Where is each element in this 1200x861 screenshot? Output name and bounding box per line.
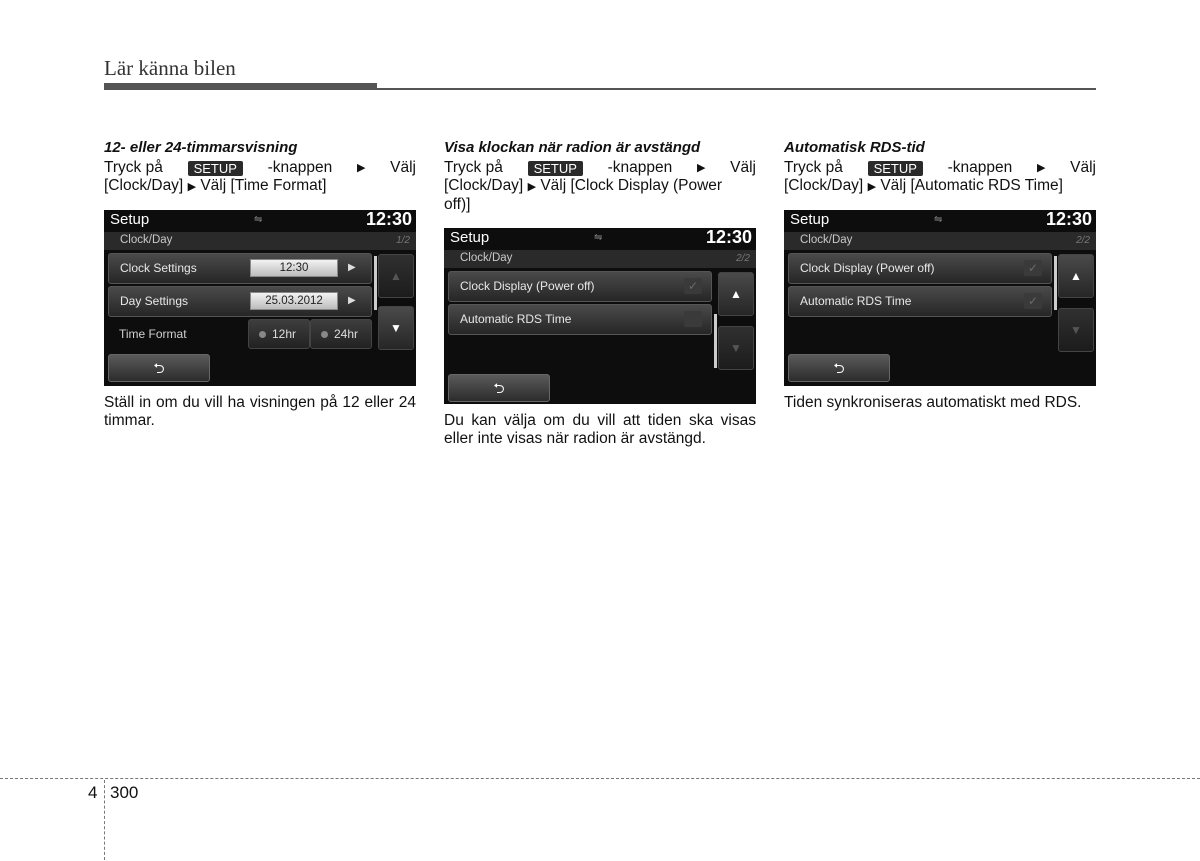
scroll-up-button[interactable]: ▲ [1058, 254, 1094, 298]
instruction-press: Tryck på [104, 159, 163, 176]
footer-dashed-rule [0, 778, 1200, 779]
back-icon: ⮌ [493, 380, 505, 396]
instruction [444, 159, 756, 214]
screen-clock: 12:30 [1045, 210, 1092, 229]
automatic-rds-time-row[interactable] [448, 304, 712, 335]
screen-subtitle: Clock/Day [460, 252, 513, 264]
arrow-right-icon: ▶ [187, 181, 197, 193]
option-label: 24hr [334, 327, 359, 341]
screen-title: Setup [110, 211, 150, 228]
automatic-rds-time-row[interactable] [788, 286, 1052, 317]
clock-display-power-off-row[interactable] [448, 271, 712, 302]
header-rule-thin [377, 88, 1096, 90]
check-icon[interactable]: ✓ [1024, 260, 1042, 276]
scrollbar-thumb[interactable] [374, 256, 377, 310]
scrollbar-thumb[interactable] [714, 314, 717, 368]
arrow-right-icon: ▶ [696, 162, 706, 174]
instruction-valj: Välj [390, 159, 416, 176]
arrow-right-icon: ▶ [348, 295, 356, 306]
scroll-down-button[interactable]: ▼ [378, 306, 414, 350]
instruction-path-rest: Välj [Automatic RDS Time] [880, 177, 1063, 194]
usb-icon: ⇋ [934, 214, 943, 225]
instruction-knappen: -knappen [947, 159, 1013, 176]
setup-button-label: SETUP [188, 161, 243, 176]
arrow-right-icon: ▶ [356, 162, 366, 174]
instruction-path-rest: Välj [Time Format] [200, 177, 327, 194]
back-icon: ⮌ [153, 360, 165, 376]
arrow-right-icon: ▶ [1036, 162, 1046, 174]
row-label: Clock Settings [120, 261, 197, 275]
row-label: Automatic RDS Time [460, 312, 572, 326]
screen-page-indicator: 2/2 [736, 253, 750, 264]
day-settings-value: 25.03.2012 [250, 292, 338, 310]
scroll-down-button[interactable]: ▼ [1058, 308, 1094, 352]
screen-subtitle: Clock/Day [800, 234, 853, 246]
setup-screen-automatic-rds [784, 210, 1096, 386]
screen-subtitle: Clock/Day [120, 234, 173, 246]
page-chapter-number: 4 [88, 783, 98, 802]
section-description: Du kan välja om du vill att tiden ska visas eller inte visas när radion är avstängd. [444, 412, 756, 447]
section-title: Automatisk RDS-tid [784, 139, 925, 156]
usb-icon: ⇋ [594, 232, 603, 243]
time-format-label: Time Format [119, 327, 187, 341]
check-icon[interactable]: ✓ [1024, 293, 1042, 309]
instruction-path: [Clock/Day] [784, 177, 864, 194]
arrow-right-icon: ▶ [867, 181, 877, 193]
screen-page-indicator: 2/2 [1076, 235, 1090, 246]
arrow-right-icon: ▶ [348, 262, 356, 273]
instruction-knappen: -knappen [267, 159, 333, 176]
instruction-valj: Välj [730, 159, 756, 176]
setup-button-label: SETUP [868, 161, 923, 176]
back-button[interactable] [448, 374, 550, 402]
instruction-press: Tryck på [784, 159, 843, 176]
back-button[interactable] [108, 354, 210, 382]
scroll-down-button[interactable]: ▼ [718, 326, 754, 370]
arrow-right-icon: ▶ [527, 181, 537, 193]
instruction-valj: Välj [1070, 159, 1096, 176]
option-label: 12hr [272, 327, 297, 341]
check-box[interactable] [684, 311, 702, 327]
time-format-24hr[interactable] [310, 319, 372, 349]
radio-dot-icon [259, 331, 266, 338]
instruction-press: Tryck på [444, 159, 503, 176]
time-format-12hr[interactable] [248, 319, 310, 349]
section-clock-display [444, 139, 756, 448]
section-description: Ställ in om du vill ha visningen på 12 eller 24 timmar. [104, 394, 416, 429]
screen-clock: 12:30 [365, 210, 412, 229]
section-title: 12- eller 24-timmarsvisning [104, 139, 298, 156]
row-label: Automatic RDS Time [800, 294, 912, 308]
instruction-path: [Clock/Day] [104, 177, 184, 194]
clock-settings-value: 12:30 [250, 259, 338, 277]
screen-title: Setup [790, 211, 830, 228]
instruction-path-rest: Välj [Clock Display (Power [540, 177, 723, 194]
setup-button-label: SETUP [528, 161, 583, 176]
instruction-knappen: -knappen [607, 159, 673, 176]
row-label: Day Settings [120, 294, 189, 308]
header-rule-thick [104, 83, 377, 90]
clock-display-power-off-row[interactable] [788, 253, 1052, 284]
section-time-format [104, 139, 416, 430]
screen-page-indicator: 1/2 [396, 235, 410, 246]
radio-dot-icon [321, 331, 328, 338]
page-number: 300 [110, 783, 139, 802]
instruction-path: [Clock/Day] [444, 177, 524, 194]
usb-icon: ⇋ [254, 214, 263, 225]
setup-screen-time-format [104, 210, 416, 386]
section-description: Tiden synkroniseras automatiskt med RDS. [784, 394, 1082, 411]
scroll-up-button[interactable]: ▲ [718, 272, 754, 316]
scrollbar-thumb[interactable] [1054, 256, 1057, 310]
back-icon: ⮌ [833, 360, 845, 376]
section-title: Visa klockan när radion är avstängd [444, 139, 701, 156]
screen-clock: 12:30 [705, 228, 752, 247]
instruction [104, 159, 416, 196]
row-label: Clock Display (Power off) [800, 261, 935, 275]
setup-screen-clock-display [444, 228, 756, 404]
footer-dashed-divider [104, 780, 105, 860]
screen-title: Setup [450, 229, 490, 246]
check-icon[interactable]: ✓ [684, 278, 702, 294]
back-button[interactable] [788, 354, 890, 382]
scroll-up-button[interactable]: ▲ [378, 254, 414, 298]
row-label: Clock Display (Power off) [460, 279, 595, 293]
instruction [784, 159, 1096, 196]
page-header-title: Lär känna bilen [104, 56, 236, 80]
instruction-path-end: off)] [444, 196, 471, 213]
section-automatic-rds-time [784, 139, 1096, 412]
